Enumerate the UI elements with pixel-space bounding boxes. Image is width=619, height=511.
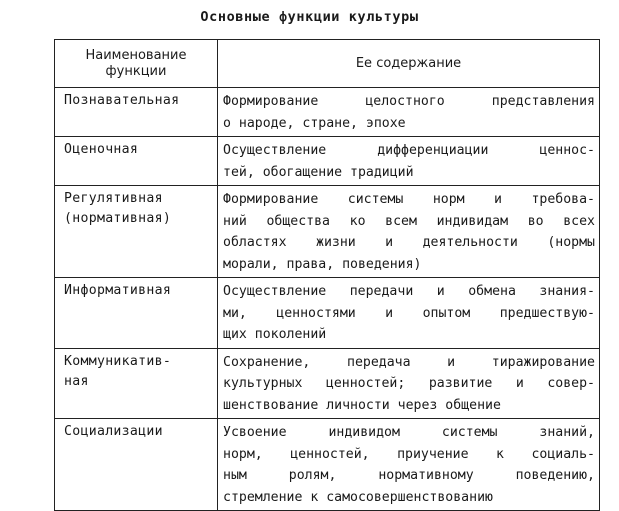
content-line: Усвоение индивидом системы знаний, bbox=[223, 425, 595, 440]
function-name-cell bbox=[55, 278, 218, 349]
page-title: Основные функции культуры bbox=[200, 9, 419, 25]
culture-functions-table bbox=[54, 39, 600, 511]
content-line: Формирование целостного представления bbox=[223, 94, 595, 109]
header-function-name-line: Наименование bbox=[85, 47, 187, 63]
content-line: о народе, стране, эпохе bbox=[223, 115, 406, 131]
table-row bbox=[55, 88, 600, 137]
content-line: Сохранение, передача и тиражирование bbox=[223, 354, 595, 370]
table-row bbox=[55, 278, 600, 349]
table-row bbox=[55, 419, 600, 511]
function-name: Информативная bbox=[64, 283, 172, 298]
table-header-row bbox=[55, 40, 600, 88]
content-line: ми, ценностями и опытом предшествую- bbox=[223, 305, 595, 321]
function-content-cell bbox=[218, 419, 600, 511]
content-line: культурных ценностей; развитие и совер- bbox=[223, 376, 595, 391]
function-name: Социализации bbox=[64, 424, 163, 439]
function-content-cell bbox=[218, 186, 600, 278]
function-name-cell bbox=[55, 137, 218, 186]
content-line: шенствование личности через общение bbox=[223, 397, 501, 413]
function-content-cell bbox=[218, 137, 600, 186]
function-name-cell bbox=[55, 348, 218, 419]
function-name: Оценочная bbox=[64, 142, 139, 157]
content-line: ным ролям, нормативному поведению, bbox=[223, 468, 595, 483]
content-line: областях жизни и деятельности (нормы bbox=[223, 235, 595, 250]
table-row bbox=[55, 137, 600, 186]
function-content-cell bbox=[218, 88, 600, 137]
header-function-content: Ее содержание bbox=[218, 40, 600, 88]
content-line: ний общества ко всем индивидам во всех bbox=[223, 213, 595, 229]
function-name: Коммуникатив- bbox=[64, 353, 172, 369]
function-name: (нормативная) bbox=[64, 211, 172, 226]
content-line: Осуществление передачи и обмена знания- bbox=[223, 284, 595, 299]
header-function-name bbox=[55, 40, 218, 88]
content-line: Осуществление дифференциации ценнос- bbox=[223, 143, 595, 158]
content-line: стремление к самосовершенствованию bbox=[223, 489, 493, 505]
content-line: тей, обогащение традиций bbox=[223, 164, 414, 180]
function-content-cell bbox=[218, 278, 600, 349]
function-name-cell bbox=[55, 88, 218, 137]
header-function-name-line: функции bbox=[105, 63, 167, 79]
content-line: морали, права, поведения) bbox=[223, 256, 422, 272]
function-name-cell bbox=[55, 419, 218, 511]
table-row bbox=[55, 348, 600, 419]
function-content-cell bbox=[218, 348, 600, 419]
function-name: ная bbox=[64, 373, 89, 389]
function-name: Познавательная bbox=[64, 93, 180, 108]
function-name: Регулятивная bbox=[64, 191, 163, 206]
content-line: щих поколений bbox=[223, 327, 327, 342]
function-name-cell bbox=[55, 186, 218, 278]
content-line: Формирование системы норм и требова- bbox=[223, 192, 595, 207]
table-row bbox=[55, 186, 600, 278]
content-line: норм, ценностей, приучение к социаль- bbox=[223, 446, 595, 462]
